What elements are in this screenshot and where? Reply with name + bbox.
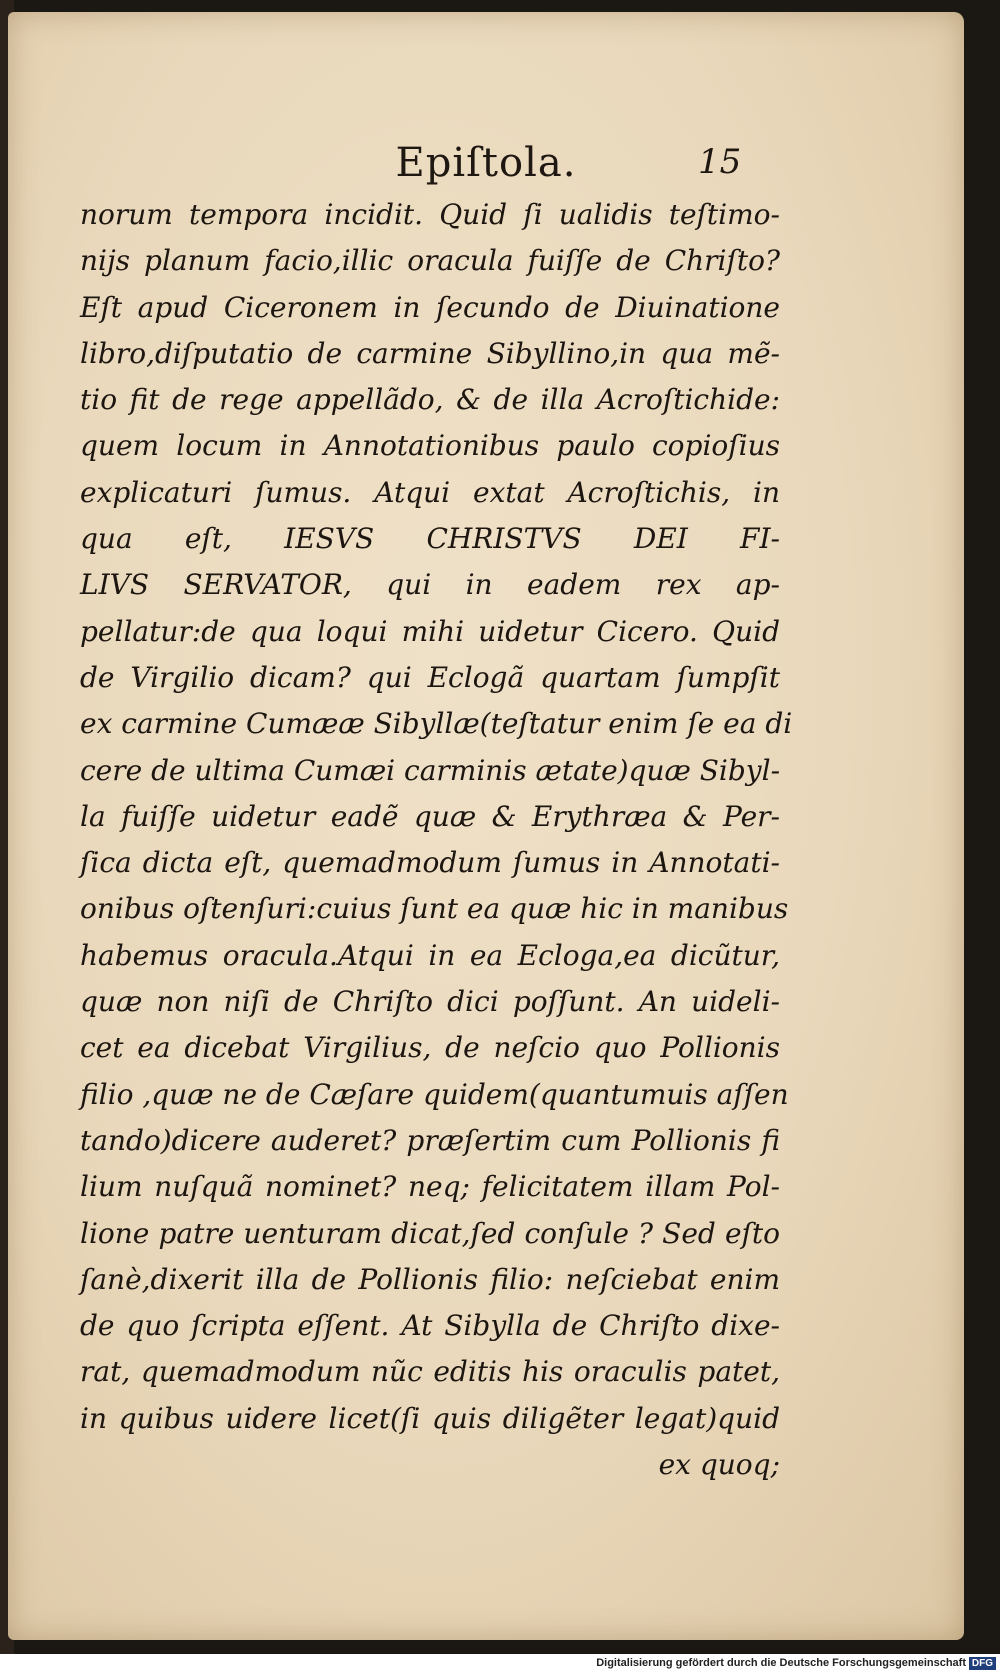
text-line: LIVS SERVATOR, qui in eadem rex ap- [80,568,780,602]
text-line: ex carmine Cumææ Sibyllæ(teſtatur enim ſe ea di [80,707,793,741]
text-line: de quo ſcripta eſſent. At Sibylla de Chriſto dixe- [80,1309,780,1343]
text-line: cere de ultima Cumæi carminis ætate)quæ Sibyl- [80,753,781,787]
text-line: Eſt apud Ciceronem in ſecundo de Diuinatione [80,290,780,324]
digitization-credit: Digitalisierung gefördert durch die Deutsche Forschungsgemeinschaft [596,1657,966,1669]
text-line: in quibus uidere licet(ſi quis diligẽter legat)quid [80,1401,780,1435]
text-line: lione patre uenturam dicat,ſed conſule ? Sed eſto [80,1216,780,1250]
text-line: tio fit de rege appellãdo, & de illa Acroſtichide: [80,383,780,417]
text-line: tando)dicere auderet? præſertim cum Pollionis fi [80,1123,780,1157]
text-line: lium nuſquã nominet? neq; felicitatem illam Pol- [80,1170,780,1204]
text-line: quæ non niſi de Chriſto dici poſſunt. An uideli- [80,985,780,1019]
text-line: ſanè,dixerit illa de Pollionis filio: neſciebat enim [80,1262,780,1296]
page-number: 15 [698,142,742,182]
text-line: de Virgilio dicam? qui Eclogã quartam ſumpſit [80,660,780,694]
text-line: onibus oſtenſuri:cuius ſunt ea quæ hic in manibus [80,892,789,926]
text-line: rat, quemadmodum nũc editis his oraculis patet, [80,1355,780,1389]
text-line: cet ea dicebat Virgilius, de neſcio quo Pollionis [80,1031,780,1065]
text-line: quem locum in Annotationibus paulo copioſius [80,429,780,463]
text-line: filio ,quæ ne de Cæſare quidem(quantumuis aſſen [80,1077,789,1111]
text-line: norum tempora incidit. Quid ſi ualidis teſtimo- [80,198,780,231]
text-line: la fuiſſe uidetur eadẽ quæ & Erythræa & Per- [80,799,780,833]
dfg-logo-icon: DFG [969,1657,996,1670]
text-line: pellatur:de qua loqui mihi uidetur Cicero. Quid [80,614,780,648]
running-head: Epiſtola. [395,140,577,186]
catchword: ex quoq; [658,1448,780,1482]
text-line: ſica dicta eſt, quemadmodum ſumus in Annotati- [80,846,780,880]
book-page [8,12,964,1640]
text-line: libro,diſputatio de carmine Sibyllino,in qua mẽ- [80,336,780,370]
text-line: qua eſt, IESVS CHRISTVS DEI FI- [80,522,780,556]
text-line: nijs planum facio,illic oracula fuiſſe de Chriſto? [80,244,780,278]
text-block [80,192,793,1488]
text-line: explicaturi ſumus. Atqui extat Acroſtichis, in [80,475,780,509]
text-line: habemus oracula.Atqui in ea Ecloga,ea dicũtur, [80,938,780,972]
